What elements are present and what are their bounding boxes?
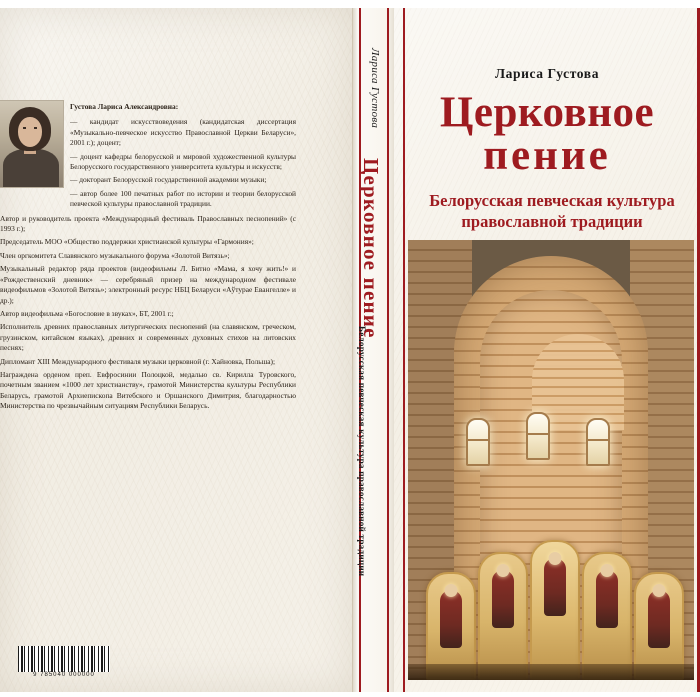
window-mullion <box>468 439 488 441</box>
book-spread <box>0 8 700 692</box>
spine-text-stack <box>353 8 395 692</box>
spine-subtitle: Белорусская певческая культура православной традиции <box>357 326 367 577</box>
spine-title: Церковное пение <box>359 158 383 339</box>
list-item: Член оргкомитета Славянского музыкального форума «Золотой Витязь»; <box>0 250 230 260</box>
icon-figure <box>544 558 566 616</box>
window-left <box>466 418 490 466</box>
spine-author: Лариса Густова <box>369 48 381 129</box>
title-line-2: пение <box>483 132 611 180</box>
icon-figure <box>440 590 462 648</box>
list-item: — доцент кафедры белорусской и мировой художественной культуры Белорусского государственного университета культуры и искусств; <box>70 151 296 172</box>
barcode-bars <box>18 646 110 672</box>
subtitle-line-2: православной традиции <box>461 211 643 231</box>
author-name: Густова Лариса Александровна: <box>70 102 179 111</box>
book-spine <box>352 8 396 692</box>
icon-halo <box>601 564 614 577</box>
icon-figure <box>492 570 514 628</box>
list-item: — автор более 100 печатных работ по истории и теории белорусской певческой культуры православной традиции. <box>70 188 296 209</box>
icon-panel <box>478 552 528 680</box>
icon-panel <box>530 540 580 680</box>
icon-halo <box>549 552 562 565</box>
window-mullion <box>588 439 608 441</box>
list-item: Председатель МОО «Общество поддержки христианской культуры «Гармония»; <box>0 237 254 247</box>
subtitle-line-1: Белорусская певческая культура <box>429 191 675 210</box>
front-cover <box>394 8 700 692</box>
church-floor <box>408 664 694 680</box>
back-cover-text <box>0 102 296 416</box>
front-author-name: Лариса Густова <box>494 66 600 81</box>
icon-halo <box>445 584 458 597</box>
window-mullion <box>528 433 548 435</box>
icon-halo <box>653 584 666 597</box>
list-item: Автор и руководитель проекта «Международный фестиваль Православных песнопений» (с 1993 г.); <box>0 213 296 234</box>
list-item: Музыкальный редактор ряда проектов (видеофильмы Л. Битно «Мама, я хочу жить!» и «Рождественский дневник» — серебряный призер на международном фестивале видеофильмов «Золотой Витязь»; электронный ресурс НБЦ Беларуси «Аўтурае Евангелле» и др.); <box>0 264 296 305</box>
list-item: — докторант Белорусской государственной академии музыки; <box>70 175 267 185</box>
back-cover <box>0 8 352 692</box>
photo-arch <box>408 240 694 680</box>
window-center <box>526 412 550 460</box>
list-item: Награждена орденом преп. Евфросинии Полоцкой, медалью св. Кирилла Туровского, почетным званием «1000 лет христианству», грамотой Министерства культуры Республики Беларусь, грамотой Архиепископа Витебского и Оршанского Димитрия, благодарностью Министерства по чрезвычайным ситуациям Республики Беларусь. <box>0 369 296 411</box>
page-title <box>394 89 700 180</box>
list-item: Исполнитель древних православных литургических песнопений (на славянском, греческом, грузинском, китайском языках), древних и современных духовных стихов на литовских песнях; <box>0 322 296 353</box>
iconostasis <box>426 530 676 680</box>
author-name-line <box>0 102 296 112</box>
icon-halo <box>497 564 510 577</box>
barcode-number: 9 785040 000000 <box>33 672 95 678</box>
icon-panel <box>582 552 632 680</box>
list-item: Дипломант XIII Международного фестиваля музыки церковной (г. Хайновка, Польша); <box>0 356 276 366</box>
list-item: — кандидат искусствоведения (кандидатская диссертация «Музыкально-певческое искусство Православной Церкви Беларуси», 2001 г.); доцент; <box>70 117 296 148</box>
icon-figure <box>596 570 618 628</box>
front-subtitle <box>408 191 696 232</box>
title-line-1: Церковное <box>439 89 655 136</box>
window-right <box>586 418 610 466</box>
church-interior-photo <box>408 240 694 680</box>
credentials-list <box>0 117 296 209</box>
achievements-list <box>0 214 296 412</box>
icon-figure <box>648 590 670 648</box>
list-item: Автор видеофильма «Богословие в звуках», БТ, 2001 г.; <box>0 308 174 318</box>
barcode <box>18 646 110 680</box>
